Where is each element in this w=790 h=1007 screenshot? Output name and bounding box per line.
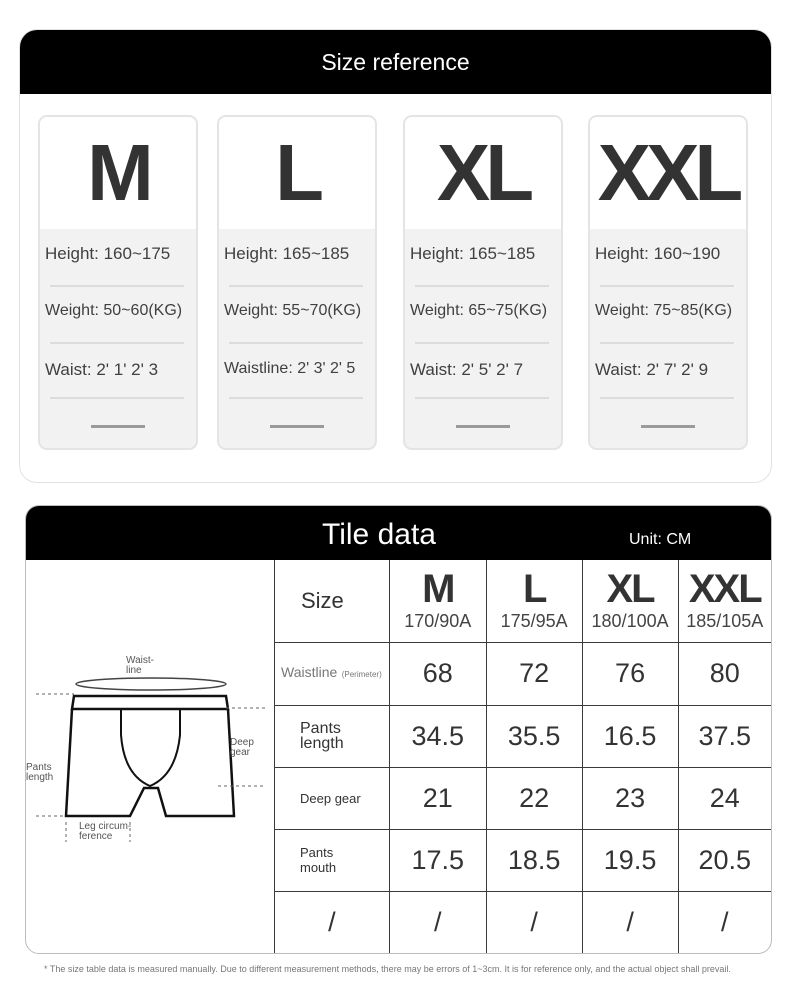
waist-range: Waistline: 2' 3' 2' 5 bbox=[224, 360, 356, 377]
size-letter: XL bbox=[405, 117, 561, 229]
dash-mark bbox=[456, 425, 510, 428]
table-cell: 21 bbox=[389, 767, 486, 829]
divider bbox=[600, 285, 734, 287]
size-letter: XXL bbox=[688, 567, 761, 612]
size-code: 180/100A bbox=[591, 611, 669, 632]
dash-mark bbox=[91, 425, 145, 428]
measurement-footnote: * The size table data is measured manually. Due to different measurement methods, there may be errors of 1~3cm. It is for reference only, and the actual object shall prevail. bbox=[44, 964, 731, 974]
row-label-pants-mouth: Pants mouth bbox=[275, 829, 390, 891]
size-letter: L bbox=[522, 567, 546, 612]
pants-length-label: Pants length bbox=[26, 762, 54, 783]
dash-mark bbox=[641, 425, 695, 428]
size-letter: XXL bbox=[590, 117, 746, 229]
tile-data-panel bbox=[25, 505, 772, 954]
height-range: Height: 160~175 bbox=[45, 244, 171, 263]
divider bbox=[229, 397, 363, 399]
waist-range: Waist: 2' 7' 2' 9 bbox=[595, 360, 709, 379]
table-row bbox=[275, 829, 772, 891]
table-cell: 24 bbox=[678, 767, 771, 829]
size-code: 185/105A bbox=[686, 611, 764, 632]
perimeter-note: (Perimeter) bbox=[341, 670, 382, 679]
row-label-deep-gear: Deep gear bbox=[275, 767, 390, 829]
table-cell: 22 bbox=[486, 767, 582, 829]
table-cell: / bbox=[389, 891, 486, 953]
underwear-diagram bbox=[26, 560, 274, 953]
weight-range: Weight: 50~60(KG) bbox=[45, 302, 183, 319]
height-range: Height: 160~190 bbox=[595, 244, 721, 263]
table-cell: 23 bbox=[582, 767, 678, 829]
divider bbox=[600, 342, 734, 344]
table-cell: / bbox=[582, 891, 678, 953]
size-card-m bbox=[38, 115, 198, 450]
divider bbox=[229, 342, 363, 344]
size-letter: M bbox=[422, 567, 454, 612]
table-cell: 20.5 bbox=[678, 829, 771, 891]
divider bbox=[415, 397, 549, 399]
table-header-row bbox=[275, 560, 772, 642]
table-cell: 80 bbox=[678, 642, 771, 705]
weight-range: Weight: 75~85(KG) bbox=[595, 302, 733, 319]
waistline-label: Waist- line bbox=[126, 655, 154, 676]
size-letter: M bbox=[40, 117, 196, 229]
dash-mark bbox=[270, 425, 324, 428]
size-card-l bbox=[217, 115, 377, 450]
divider bbox=[229, 285, 363, 287]
divider bbox=[50, 397, 184, 399]
waist-range: Waist: 2' 5' 2' 7 bbox=[410, 360, 524, 379]
header-size-xl bbox=[582, 560, 678, 642]
size-reference-title: Size reference bbox=[20, 30, 771, 94]
table-row bbox=[275, 767, 772, 829]
table-cell: 37.5 bbox=[678, 705, 771, 767]
leg-circumference-label: Leg circum- ference bbox=[79, 821, 132, 842]
size-letter: L bbox=[219, 117, 375, 229]
size-data-table bbox=[274, 560, 771, 953]
table-cell: 76 bbox=[582, 642, 678, 705]
header-size-m bbox=[389, 560, 486, 642]
header-size-l bbox=[486, 560, 582, 642]
header-size-xxl bbox=[678, 560, 771, 642]
size-reference-panel bbox=[19, 29, 772, 483]
row-label-empty: / bbox=[275, 891, 390, 953]
divider bbox=[415, 285, 549, 287]
table-cell: 68 bbox=[389, 642, 486, 705]
table-cell: 17.5 bbox=[389, 829, 486, 891]
table-cell: / bbox=[486, 891, 582, 953]
divider bbox=[50, 285, 184, 287]
table-row bbox=[275, 891, 772, 953]
deep-gear-label: Deep gear bbox=[230, 737, 254, 758]
table-row bbox=[275, 642, 772, 705]
weight-range: Weight: 55~70(KG) bbox=[224, 302, 362, 319]
size-card-xxl bbox=[588, 115, 748, 450]
table-cell: 18.5 bbox=[486, 829, 582, 891]
weight-range: Weight: 65~75(KG) bbox=[410, 302, 548, 319]
row-label-waistline bbox=[275, 642, 390, 705]
size-card-xl bbox=[403, 115, 563, 450]
size-header-label: Size bbox=[275, 560, 390, 642]
table-row bbox=[275, 705, 772, 767]
divider bbox=[415, 342, 549, 344]
height-range: Height: 165~185 bbox=[410, 244, 536, 263]
waist-range: Waist: 2' 1' 2' 3 bbox=[45, 360, 159, 379]
tile-data-title: Tile data bbox=[322, 518, 436, 551]
divider bbox=[600, 397, 734, 399]
waistline-text: Waistline bbox=[281, 664, 338, 680]
unit-label: Unit: CM bbox=[629, 531, 692, 548]
size-code: 175/95A bbox=[500, 611, 568, 632]
table-cell: 34.5 bbox=[389, 705, 486, 767]
size-code: 170/90A bbox=[404, 611, 472, 632]
table-cell: / bbox=[678, 891, 771, 953]
table-cell: 35.5 bbox=[486, 705, 582, 767]
size-letter: XL bbox=[606, 567, 654, 612]
row-label-pants-length: Pants length bbox=[275, 705, 390, 767]
table-cell: 72 bbox=[486, 642, 582, 705]
table-cell: 19.5 bbox=[582, 829, 678, 891]
table-cell: 16.5 bbox=[582, 705, 678, 767]
divider bbox=[50, 342, 184, 344]
tile-data-header bbox=[26, 506, 771, 560]
height-range: Height: 165~185 bbox=[224, 244, 350, 263]
